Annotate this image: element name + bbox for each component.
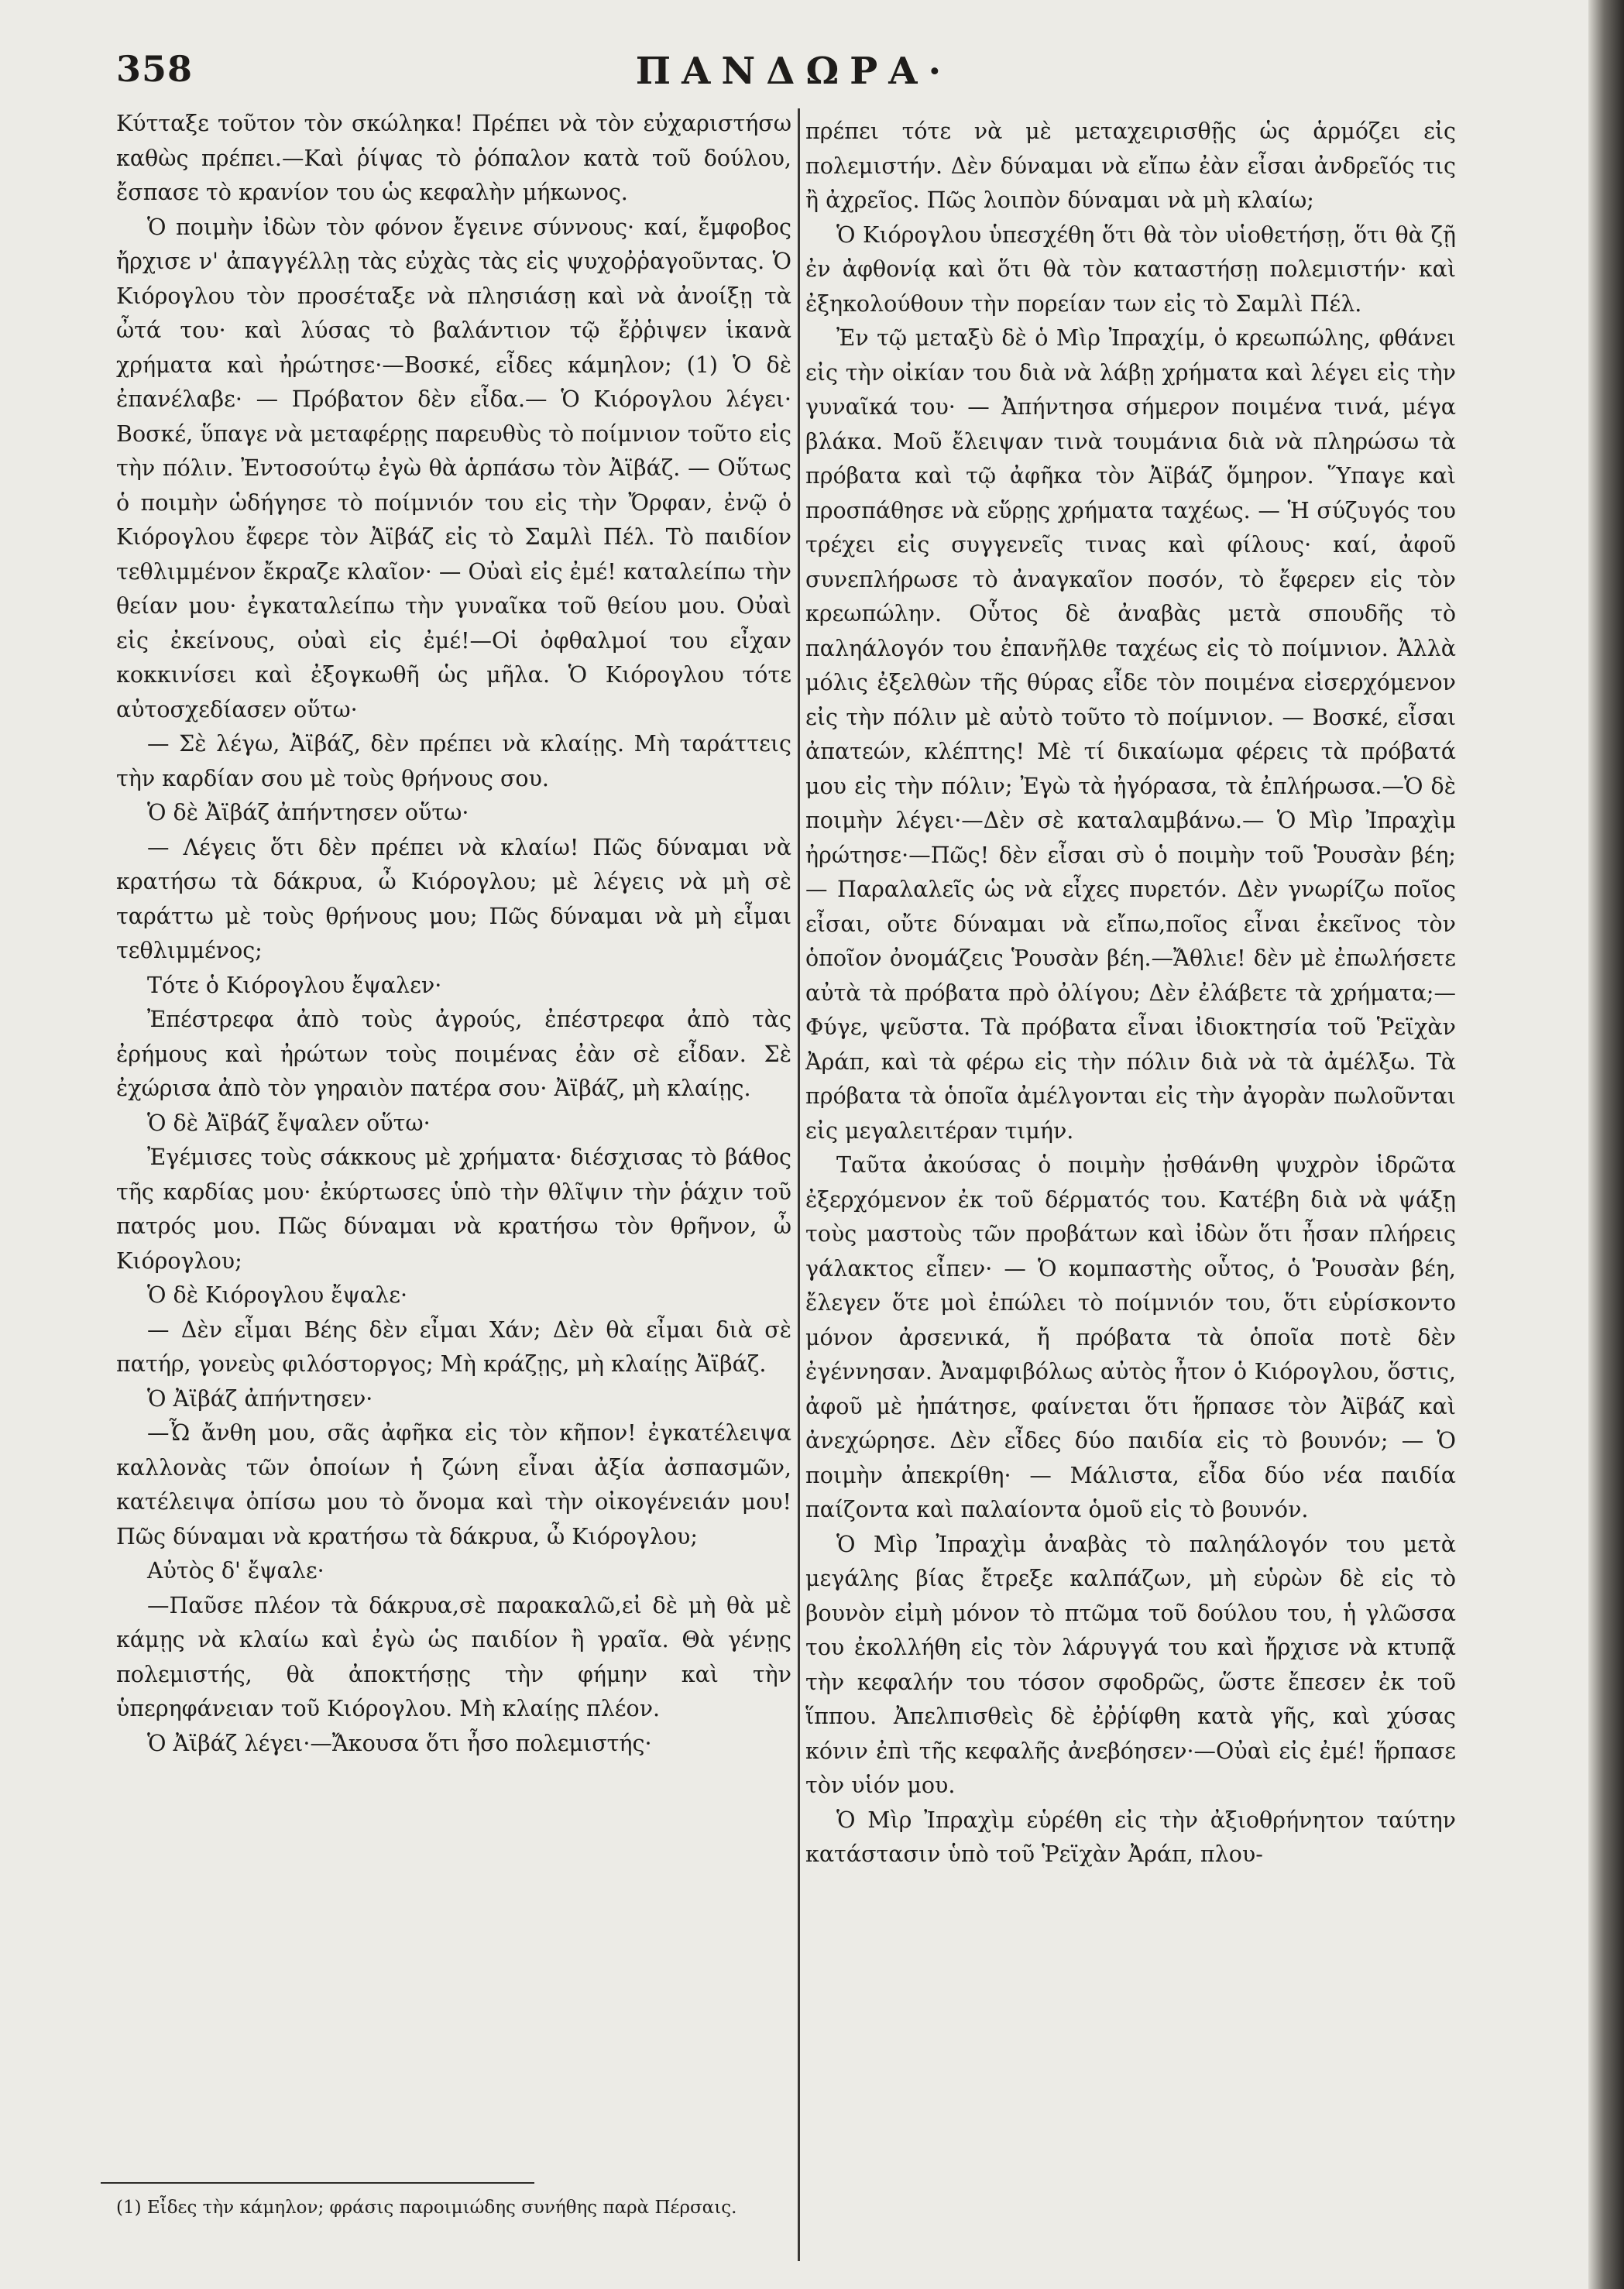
paragraph: —Ὦ ἄνθη μου, σᾶς ἀφῆκα εἰς τὸν κῆπον! ἐγκατέλειψα καλλονὰς τῶν ὁποίων ἡ ζώνη εἶναι ἀξία ἀσπασμῶν, κατέλειψα ὀπίσω μου τὸ ὄνομα καὶ τὴν οἰκογένειάν μου! Πῶς δύναμαι νὰ κρατήσω τὰ δάκρυα, ὦ Κιόρογλου; xyxy=(116,1420,791,1549)
paragraph: —Παῦσε πλέον τὰ δάκρυα,σὲ παρακαλῶ,εἰ δὲ μὴ θὰ μὲ κάμῃς νὰ κλαίω καὶ ἐγὼ ὡς παιδίον ἢ γραῖα. Θὰ γένῃς πολεμιστής, θὰ ἀποκτήσῃς τὴν φήμην καὶ τὴν ὑπερηφάνειαν τοῦ Κιόρογλου. Μὴ κλαίῃς πλέον. xyxy=(116,1592,791,1721)
paragraph: Ὁ Μὶρ Ἰπραχὶμ ἀναβὰς τὸ παληάλογόν του μετὰ μεγάλης βίας ἔτρεξε καλπάζων, μὴ εὑρὼν δὲ εἰς τὸ βουνὸν εἰμὴ μόνον τὸ πτῶμα τοῦ δούλου του, ἡ γλῶσσα του ἐκολλήθη εἰς τὸν λάρυγγά του καὶ ἤρχισε νὰ κτυπᾷ τὴν κεφαλήν του τόσον σφοδρῶς, ὥστε ἔπεσεν ἐκ τοῦ ἵππου. Ἀπελπισθεὶς δὲ ἐῤῥίφθη κατὰ γῆς, καὶ χύσας κόνιν ἐπὶ τῆς κεφαλῆς ἀνεβόησεν·—Οὐαὶ εἰς ἐμέ! ἥρπασε τὸν υἱόν μου. xyxy=(805,1531,1456,1798)
paragraph: Ὁ Μὶρ Ἰπραχὶμ εὑρέθη εἰς τὴν ἀξιοθρήνητον ταύτην κατάστασιν ὑπὸ τοῦ Ῥεϊχὰν Ἀράπ, πλου- xyxy=(805,1807,1456,1867)
paragraph: Ἐν τῷ μεταξὺ δὲ ὁ Μὶρ Ἰπραχίμ, ὁ κρεωπώλης, φθάνει εἰς τὴν οἰκίαν του διὰ νὰ λάβῃ χρήματα καὶ λέγει εἰς τὴν γυναῖκά του· — Ἀπήντησα σήμερον ποιμένα τινά, μέγα βλάκα. Μοῦ ἔλειψαν τινὰ τουμάνια διὰ νὰ πληρώσω τὰ πρόβατα καὶ τῷ ἀφῆκα τὸν Ἀϊβάζ ὅμηρον. Ὕπαγε καὶ προσπάθησε νὰ εὕρῃς χρήματα ταχέως. — Ἡ σύζυγός του τρέχει εἰς συγγενεῖς τινας καὶ φίλους· καί, ἀφοῦ συνεπλήρωσε τὸ ἀναγκαῖον ποσόν, τὸ ἔφερεν εἰς τὸν κρεωπώλην. Οὗτος δὲ ἀναβὰς μετὰ σπουδῆς τὸ παληάλογόν του ἐπανῆλθε ταχέως εἰς τὸ ποίμνιον. Ἀλλὰ μόλις ἐξελθὼν τῆς θύρας εἶδε τὸν ποιμένα εἰσερχόμενον εἰς τὴν πόλιν μὲ αὐτὸ τοῦτο τὸ ποίμνιον. — Βοσκέ, εἶσαι ἀπατεών, κλέπτης! Μὲ τί δικαίωμα φέρεις τὰ πρόβατά μου εἰς τὴν πόλιν; Ἐγὼ τὰ ἠγόρασα, τὰ ἐπλήρωσα.—Ὁ δὲ ποιμὴν λέγει·—Δὲν σὲ καταλαμβάνω.— Ὁ Μὶρ Ἰπραχὶμ ἠρώτησε·—Πῶς! δὲν εἶσαι σὺ ὁ ποιμὴν τοῦ Ῥουσὰν βέη; — Παραλαλεῖς ὡς νὰ εἶχες πυρετόν. Δὲν γνωρίζω ποῖος εἶσαι, οὔτε δύναμαι νὰ εἴπω,ποῖος εἶναι ἐκεῖνος τὸν ὁποῖον ὀνομάζεις Ῥουσὰν βέη.—Ἄθλιε! δὲν μὲ ἐπωλήσετε αὐτὰ τὰ πρόβατα πρὸ ὀλίγου; Δὲν ἐλάβετε τὰ χρήματα;—Φύγε, ψεῦστα. Τὰ πρόβατα εἶναι ἰδιοκτησία τοῦ Ῥεϊχὰν Ἀράπ, καὶ τὰ φέρω εἰς τὴν πόλιν διὰ νὰ τὰ ἀμέλξω. Τὰ πρόβατα τὰ ὁποῖα ἀμέλγονται εἰς τὴν ἀγορὰν πωλοῦνται εἰς μεγαλειτέραν τιμήν. xyxy=(805,325,1456,1144)
page-number: 358 xyxy=(116,48,194,90)
paragraph: Τότε ὁ Κιόρογλου ἔψαλεν· xyxy=(147,972,442,998)
paragraph: Ὁ δὲ Ἀϊβάζ ἀπήντησεν οὕτω· xyxy=(147,800,469,825)
column-divider xyxy=(798,108,800,2261)
paragraph: Ταῦτα ἀκούσας ὁ ποιμὴν ᾐσθάνθη ψυχρὸν ἱδρῶτα ἐξερχόμενον ἐκ τοῦ δέρματός του. Κατέβη διὰ νὰ ψάξῃ τοὺς μαστοὺς τῶν προβάτων καὶ ἰδὼν ὅτι ἦσαν πλήρεις γάλακτος εἶπεν· — Ὁ κομπαστὴς οὗτος, ὁ Ῥουσὰν βέη, ἔλεγεν ὅτε μοὶ ἐπώλει τὸ ποίμνιόν του, ὅτι εὑρίσκοντο μόνον ἀρσενικά, ἤ πρόβατα τὰ ὁποῖα ποτὲ δὲν ἐγέννησαν. Ἀναμφιβόλως αὐτὸς ἦτον ὁ Κιόρογλου, ὅστις, ἀφοῦ μὲ ἠπάτησε, φαίνεται ὅτι ἥρπασε τὸν Ἀϊβάζ καὶ ἀνεχώρησε. Δὲν εἶδες δύο παιδία εἰς τὸ βουνόν; — Ὁ ποιμὴν ἀπεκρίθη· — Μάλιστα, εἶδα δύο νέα παιδία παίζοντα καὶ παλαίοντα ὁμοῦ εἰς τὸ βουνόν. xyxy=(805,1152,1456,1522)
book-spine-shadow xyxy=(1588,0,1624,2289)
footnote xyxy=(116,2193,782,2222)
paragraph: — Σὲ λέγω, Ἀϊβάζ, δὲν πρέπει νὰ κλαίῃς. Μὴ ταράττεις τὴν καρδίαν σου μὲ τοὺς θρήνους σου. xyxy=(116,731,791,791)
right-column xyxy=(805,115,1456,1872)
paragraph: Ὁ Ἀϊβάζ λέγει·—Ἄκουσα ὅτι ἦσο πολεμιστής· xyxy=(147,1730,652,1756)
paragraph: Ἐγέμισες τοὺς σάκκους μὲ χρήματα· διέσχισας τὸ βάθος τῆς καρδίας μου· ἐκύρτωσες ὑπὸ τὴν θλῖψιν τὴν ῥάχιν τοῦ πατρός μου. Πῶς δύναμαι νὰ κρατήσω τὸν θρῆνον, ὦ Κιόρογλου; xyxy=(116,1144,791,1274)
paragraph: Ἐπέστρεφα ἀπὸ τοὺς ἀγρούς, ἐπέστρεφα ἀπὸ τὰς ἐρήμους καὶ ἠρώτων τοὺς ποιμένας ἐὰν σὲ εἶδαν. Σὲ ἐχώρισα ἀπὸ τὸν γηραιὸν πατέρα σου· Ἀϊβάζ, μὴ κλαίῃς. xyxy=(116,1007,791,1101)
footnote-rule xyxy=(101,2182,534,2184)
paragraph: Ὁ δὲ Κιόρογλου ἔψαλε· xyxy=(147,1282,408,1308)
paragraph: — Λέγεις ὅτι δὲν πρέπει νὰ κλαίω! Πῶς δύναμαι νὰ κρατήσω τὰ δάκρυα, ὦ Κιόρογλου; μὲ λέγεις νὰ μὴ σὲ ταράττω μὲ τοὺς θρήνους μου; Πῶς δύναμαι νὰ μὴ εἶμαι τεθλιμμένος; xyxy=(116,834,791,963)
left-column xyxy=(116,107,791,1761)
paragraph: Ὁ Ἀϊβάζ ἀπήντησεν· xyxy=(147,1385,373,1412)
paragraph: — Δὲν εἶμαι Βέης δὲν εἶμαι Χάν; Δὲν θὰ εἶμαι διὰ σὲ πατήρ, γονεὺς φιλόστοργος; Μὴ κράζῃς, μὴ κλαίῃς Ἀϊβάζ. xyxy=(116,1316,791,1377)
paragraph: Αὐτὸς δ' ἔψαλε· xyxy=(147,1558,324,1584)
running-title: ΠΑΝΔΩΡΑ· xyxy=(635,50,953,93)
paragraph: Ὁ Κιόρογλου ὑπεσχέθη ὅτι θὰ τὸν υἱοθετήσῃ, ὅτι θὰ ζῇ ἐν ἀφθονίᾳ καὶ ὅτι θὰ τὸν καταστήσῃ πολεμιστήν· καὶ ἐξηκολούθουν τὴν πορείαν των εἰς τὸ Σαμλὶ Πέλ. xyxy=(805,221,1456,317)
paragraph: Ὁ δὲ Ἀϊβάζ ἔψαλεν οὕτω· xyxy=(147,1110,431,1136)
paragraph: Κύτταξε τοῦτον τὸν σκώληκα! Πρέπει νὰ τὸν εὐχαριστήσω καθὼς πρέπει.—Καὶ ῥίψας τὸ ῥόπαλον κατὰ τοῦ δούλου, ἔσπασε τὸ κρανίον του ὡς κεφαλὴν μήκωνος. xyxy=(116,111,791,205)
paragraph: πρέπει τότε νὰ μὲ μεταχειρισθῇς ὡς ἁρμόζει εἰς πολεμιστήν. Δὲν δύναμαι νὰ εἴπω ἐὰν εἶσαι ἀνδρεῖός τις ἢ ἀχρεῖος. Πῶς λοιπὸν δύναμαι νὰ μὴ κλαίω; xyxy=(805,118,1456,213)
footnote-text: (1) Εἶδες τὴν κάμηλον; φράσις παροιμιώδης συνήθης παρὰ Πέρσαις. xyxy=(116,2198,737,2218)
paragraph: Ὁ ποιμὴν ἰδὼν τὸν φόνον ἔγεινε σύννους· καί, ἔμφοβος ἤρχισε ν' ἀπαγγέλλῃ τὰς εὐχὰς τὰς εἰς ψυχοῤῥαγοῦντας. Ὁ Κιόρογλου τὸν προσέταξε νὰ πλησιάσῃ καὶ νὰ ἀνοίξῃ τὰ ὦτά του· καὶ λύσας τὸ βαλάντιον τῷ ἔῤῥιψεν ἱκανὰ χρήματα καὶ ἠρώτησε·—Βοσκέ, εἶδες κάμηλον; (1) Ὁ δὲ ἐπανέλαβε· — Πρόβατον δὲν εἶδα.— Ὁ Κιόρογλου λέγει· Βοσκέ, ὕπαγε νὰ μεταφέρῃς παρευθὺς τὸ ποίμνιον τοῦτο εἰς τὴν πόλιν. Ἐντοσούτῳ ἐγὼ θὰ ἁρπάσω τὸν Ἀϊβάζ. — Οὕτως ὁ ποιμὴν ὡδήγησε τὸ ποίμνιόν του εἰς τὴν Ὄρφαν, ἐνῷ ὁ Κιόρογλου ἔφερε τὸν Ἀϊβάζ εἰς τὸ Σαμλὶ Πέλ. Τὸ παιδίον τεθλιμμένον ἔκραζε κλαῖον· — Οὐαὶ εἰς ἐμέ! καταλείπω τὴν θείαν μου· ἐγκαταλείπω τὴν γυναῖκα τοῦ θείου μου. Οὐαὶ εἰς ἐκείνους, οὐαὶ εἰς ἐμέ!—Οἱ ὀφθαλμοί του εἶχαν κοκκινίσει καὶ ἐξογκωθῆ ὡς μῆλα. Ὁ Κιόρογλου τότε αὐτοσχεδίασεν οὕτω· xyxy=(116,214,791,722)
